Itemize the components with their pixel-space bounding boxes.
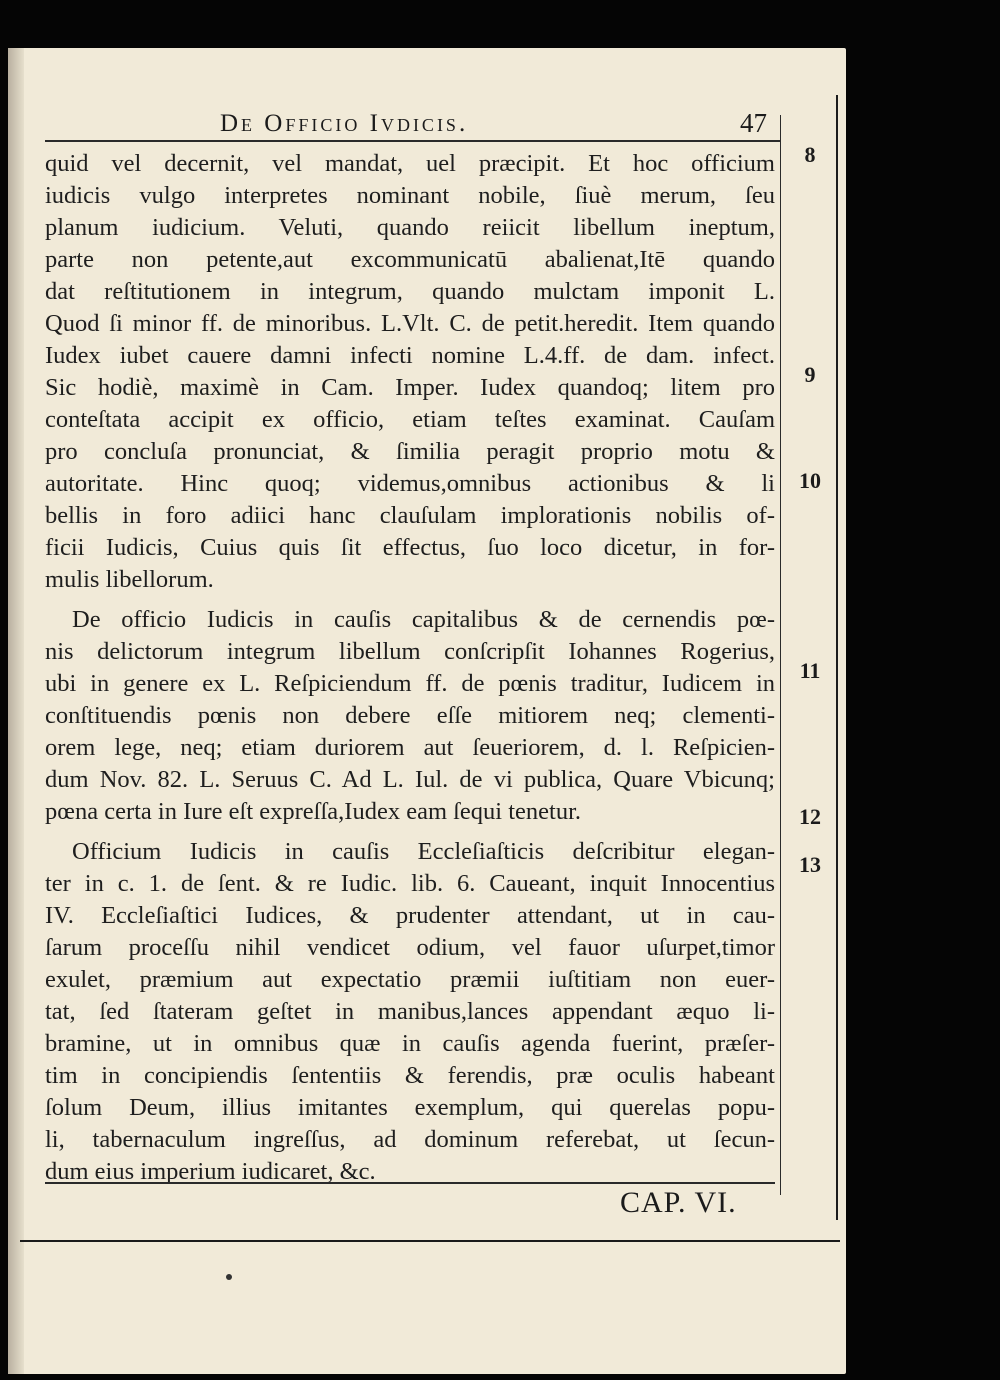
bottom-rule <box>20 1240 840 1242</box>
text-line: mulis libellorum. <box>45 566 214 593</box>
text-line: tat, ſed ſtateram geſtet in manibus,lances appendant æquo li- <box>45 998 775 1025</box>
text-line: conſtituendis pœnis non debere eſſe mitiorem neq; clementi- <box>45 702 775 729</box>
text-line: pœna certa in Iure eſt expreſſa,Iudex eam ſequi tenetur. <box>45 798 582 825</box>
text-line: exulet, præmium aut expectatio præmii iuſtitiam non euer- <box>45 966 775 993</box>
margin-number: 9 <box>804 362 816 387</box>
margin-number: 10 <box>799 468 821 493</box>
text-line: Sic hodiè, maximè in Cam. Imper. Iudex quandoq; litem pro <box>45 374 775 401</box>
margin-rule <box>780 115 781 1195</box>
text-line: pro concluſa pronunciat, & ſimilia peragit proprio motu & <box>45 438 775 465</box>
text-line: nis delictorum integrum libellum conſcripſit Iohannes Rogerius, <box>45 638 775 665</box>
paragraph-gap <box>45 596 775 604</box>
text-line: De officio Iudicis in cauſis capitalibus & de cernendis pœ- <box>72 606 775 633</box>
text-line: dat reſtitutionem in integrum, quando mulctam imponit L. <box>45 278 775 305</box>
margin-number: 13 <box>799 852 821 877</box>
text-line: tim in concipiendis ſententiis & ferendis, præ oculis habeant <box>45 1062 775 1089</box>
running-title: De Officio Ivdicis. <box>220 110 469 137</box>
body-text <box>45 148 775 1188</box>
running-header <box>200 108 780 142</box>
text-line: Quod ſi minor ff. de minoribus. L.Vlt. C. de petit.heredit. Item quando <box>45 310 775 337</box>
text-line: autoritate. Hinc quoq; videmus,omnibus actionibus & li <box>45 470 775 497</box>
footer-rule <box>45 1182 775 1184</box>
text-line: quid vel decernit, vel mandat, uel præcipit. Et hoc officium <box>45 150 775 177</box>
page-number: 47 <box>740 108 767 138</box>
text-line: bramine, ut in omnibus quæ in cauſis agenda fuerint, præſer- <box>45 1030 775 1057</box>
text-line: li, tabernaculum ingreſſus, ad dominum referebat, ut ſecun- <box>45 1126 775 1153</box>
text-line: ubi in genere ex L. Reſpiciendum ff. de pœnis traditur, Iudicem in <box>45 670 775 697</box>
text-line: ſolum Deum, illius imitantes exemplum, qui querelas popu- <box>45 1094 775 1121</box>
text-line: ter in c. 1. de ſent. & re Iudic. lib. 6. Caueant, inquit Innocentius <box>45 870 775 897</box>
text-line: Officium Iudicis in cauſis Eccleſiaſticis deſcribitur elegan- <box>72 838 775 865</box>
text-line: dum Nov. 82. L. Seruus C. Ad L. Iul. de vi publica, Quare Vbicunq; <box>45 766 775 793</box>
margin-number: 11 <box>799 658 821 683</box>
header-rule <box>45 140 780 142</box>
paragraph-gap <box>45 828 775 836</box>
page-gutter-shadow <box>8 48 24 1374</box>
margin-number: 8 <box>804 142 816 167</box>
text-line: bellis in foro adiici hanc clauſulam implorationis nobilis of- <box>45 502 775 529</box>
text-line: ſarum proceſſu nihil vendicet odium, vel fauor uſurpet,timor <box>45 934 775 961</box>
text-line: orem lege, neq; etiam duriorem aut ſeueriorem, d. l. Reſpicien- <box>45 734 775 761</box>
text-line: ficii Iudicis, Cuius quis ſit effectus, ſuo loco dicetur, in for- <box>45 534 775 561</box>
text-line: Iudex iubet cauere damni infecti nomine L.4.ff. de dam. infect. <box>45 342 775 369</box>
margin-number: 12 <box>799 804 821 829</box>
page-edge-rule <box>836 95 838 1220</box>
text-line: IV. Eccleſiaſtici Iudices, & prudenter attendant, ut in cau- <box>45 902 775 929</box>
text-line: dum eius imperium iudicaret, &c. <box>45 1158 376 1185</box>
ink-dot <box>226 1274 232 1280</box>
text-line: conteſtata accipit ex officio, etiam teſtes examinat. Cauſam <box>45 406 775 433</box>
text-line: planum iudicium. Veluti, quando reiicit libellum ineptum, <box>45 214 775 241</box>
catchword: CAP. VI. <box>620 1186 737 1219</box>
text-line: parte non petente,aut excommunicatū abalienat,Itē quando <box>45 246 775 273</box>
text-line: iudicis vulgo interpretes nominant nobile, ſiuè merum, ſeu <box>45 182 775 209</box>
